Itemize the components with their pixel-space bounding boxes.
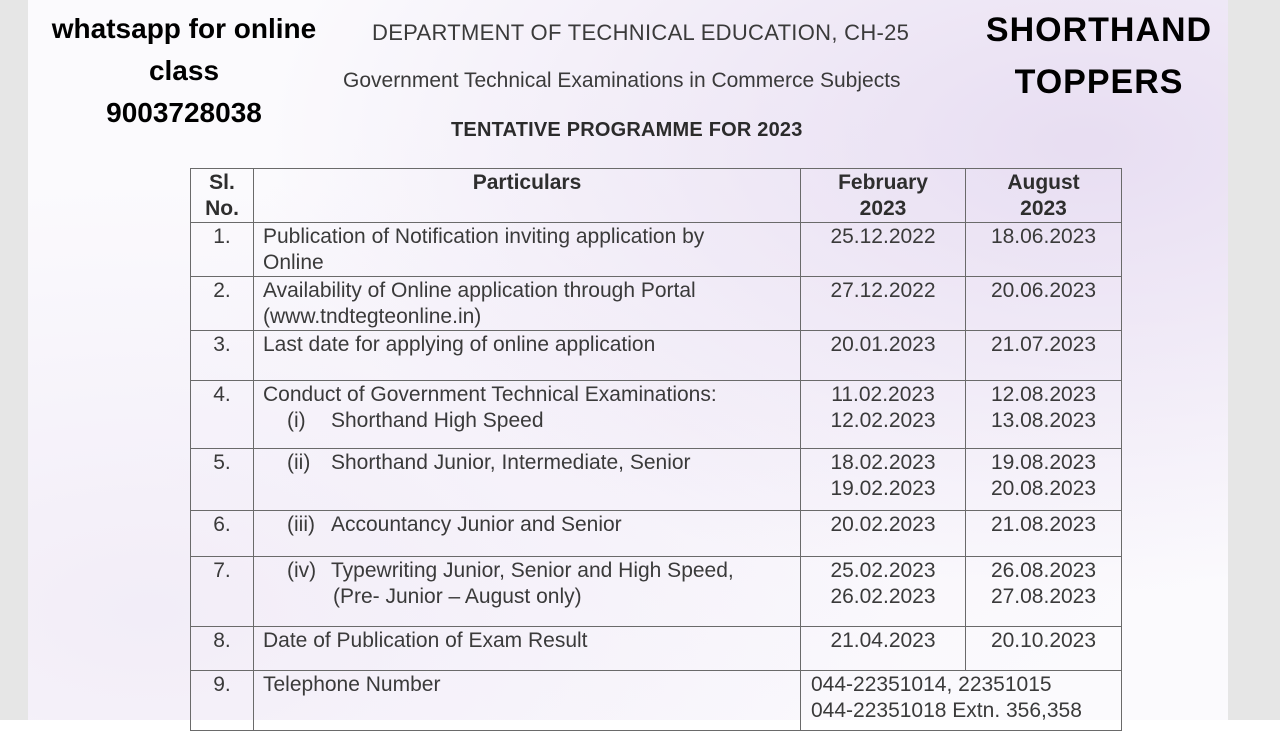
department-heading: DEPARTMENT OF TECHNICAL EDUCATION, CH-25 xyxy=(372,20,910,45)
header-sl-line2: No. xyxy=(205,197,239,220)
row-particular: (iv) Typewriting Junior, Senior and High Speed, (Pre- Junior – August only) xyxy=(254,557,801,627)
table-row xyxy=(191,557,1122,627)
telephone-line-2: 044-22351018 Extn. 356,358 xyxy=(811,699,1082,722)
header-sl-line1: Sl. xyxy=(209,171,235,194)
row-particular: Publication of Notification inviting application by Online xyxy=(254,223,801,277)
row-february-date: 11.02.2023 12.02.2023 xyxy=(801,381,966,449)
telephone-numbers xyxy=(801,671,1122,731)
row-august-date: 26.08.2023 27.08.2023 xyxy=(966,557,1122,627)
table-row xyxy=(191,381,1122,449)
header-feb-line2: 2023 xyxy=(859,197,907,220)
programme-table xyxy=(190,168,1122,731)
header-february xyxy=(801,169,966,223)
row-particular: (ii) Shorthand Junior, Intermediate, Senior xyxy=(254,449,801,511)
row-number: 7. xyxy=(191,557,254,627)
row-number: 2. xyxy=(191,277,254,331)
row-particular: Telephone Number xyxy=(254,671,801,731)
table-row xyxy=(191,449,1122,511)
brand-line-1: SHORTHAND xyxy=(985,11,1213,49)
row-february-date: 25.02.2023 26.02.2023 xyxy=(801,557,966,627)
header-aug-line1: August xyxy=(1007,171,1080,194)
header-sl-no xyxy=(191,169,254,223)
whatsapp-overlay xyxy=(14,8,354,134)
brand-overlay xyxy=(968,4,1230,108)
row-number: 9. xyxy=(191,671,254,731)
brand-line-2: TOPPERS xyxy=(1014,63,1184,101)
row-particular: Date of Publication of Exam Result xyxy=(254,627,801,671)
row-august-date: 12.08.2023 13.08.2023 xyxy=(966,381,1122,449)
whatsapp-line-2: class xyxy=(148,55,220,86)
row-number: 4. xyxy=(191,381,254,449)
whatsapp-phone: 9003728038 xyxy=(106,97,262,128)
header-aug-line2: 2023 xyxy=(1020,197,1067,220)
document-subtitle: Government Technical Examinations in Commerce Subjects xyxy=(343,69,901,92)
table-row xyxy=(191,671,1122,731)
portal-link[interactable]: (www.tndtegteonline.in) xyxy=(263,305,482,328)
row-particular: Last date for applying of online application xyxy=(254,331,801,381)
header-august xyxy=(966,169,1122,223)
row-february-date: 18.02.2023 19.02.2023 xyxy=(801,449,966,511)
row-particular: Availability of Online application through Portal (www.tndtegteonline.in) xyxy=(254,277,801,331)
row-august-date: 21.07.2023 xyxy=(966,331,1122,381)
row-february-date: 27.12.2022 xyxy=(801,277,966,331)
row-february-date: 25.12.2022 xyxy=(801,223,966,277)
row-february-date: 21.04.2023 xyxy=(801,627,966,671)
row-number: 5. xyxy=(191,449,254,511)
header-particulars: Particulars xyxy=(254,169,801,223)
document-title: TENTATIVE PROGRAMME FOR 2023 xyxy=(451,119,803,141)
row-august-date: 21.08.2023 xyxy=(966,511,1122,557)
row-august-date: 18.06.2023 xyxy=(966,223,1122,277)
row-august-date: 19.08.2023 20.08.2023 xyxy=(966,449,1122,511)
right-border xyxy=(1228,0,1280,720)
row-february-date: 20.02.2023 xyxy=(801,511,966,557)
table-header-row xyxy=(191,169,1122,223)
row-number: 1. xyxy=(191,223,254,277)
table-row xyxy=(191,277,1122,331)
table-row xyxy=(191,223,1122,277)
row-particular: (iii) Accountancy Junior and Senior xyxy=(254,511,801,557)
header-feb-line1: February xyxy=(838,171,928,194)
telephone-line-1: 044-22351014, 22351015 xyxy=(811,673,1052,696)
row-number: 8. xyxy=(191,627,254,671)
row-number: 3. xyxy=(191,331,254,381)
whatsapp-line-1: whatsapp for online xyxy=(51,13,317,44)
row-number: 6. xyxy=(191,511,254,557)
row-august-date: 20.06.2023 xyxy=(966,277,1122,331)
table-row xyxy=(191,331,1122,381)
row-august-date: 20.10.2023 xyxy=(966,627,1122,671)
table-row xyxy=(191,627,1122,671)
table-row xyxy=(191,511,1122,557)
row-particular: Conduct of Government Technical Examinations: (i) Shorthand High Speed xyxy=(254,381,801,449)
row-february-date: 20.01.2023 xyxy=(801,331,966,381)
